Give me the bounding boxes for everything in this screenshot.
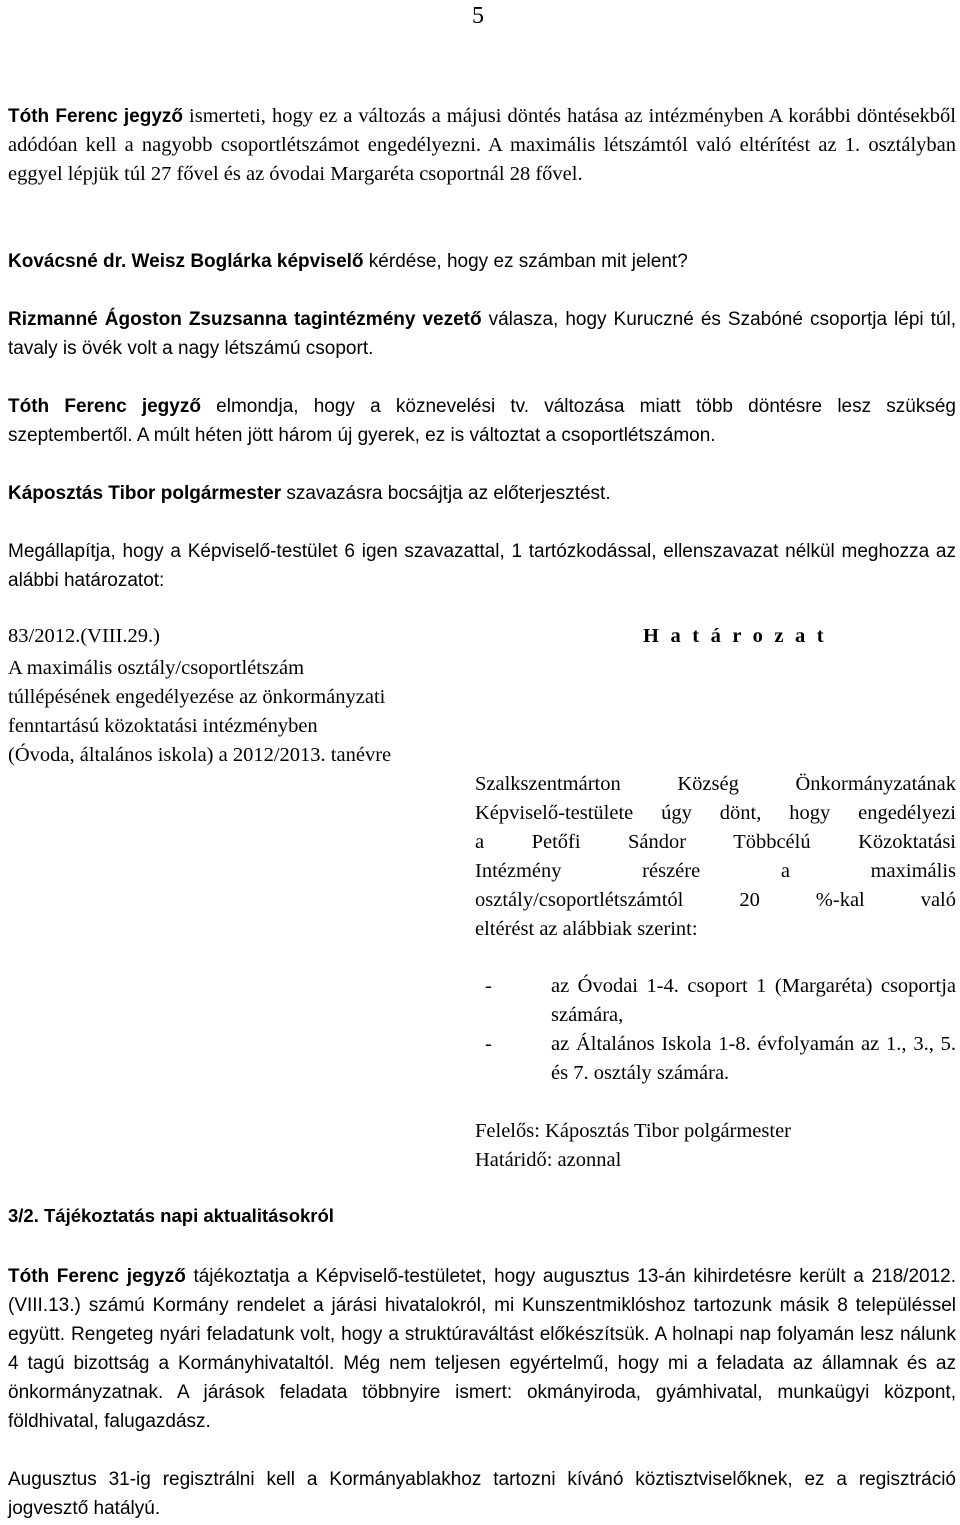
list-item-text: az Óvodai 1-4. csoport 1 (Margaréta) csoportja számára, [551, 975, 956, 1026]
list-dash: - [485, 1033, 492, 1055]
responsible-line: Felelős: Káposztás Tibor polgármester [475, 1120, 792, 1142]
paragraph-text: kérdése, hogy ez számban mit jelent? [363, 251, 688, 272]
speaker-name: Tóth Ferenc jegyző [8, 396, 201, 417]
page-number: 5 [472, 3, 484, 29]
body-line: Intézmény részére a maximális [475, 860, 956, 882]
subject-line: (Óvoda, általános iskola) a 2012/2013. tanévre [8, 744, 392, 766]
paragraph-registration: Augusztus 31-ig regisztrálni kell a Kormányablakhoz tartozni kívánó köztisztviselőknek, ez a regisztráció jogvesztő hatályú. [8, 1469, 956, 1519]
body-line: eltérést az alábbiak szerint: [475, 918, 698, 940]
speaker-name: Tóth Ferenc jegyző [8, 106, 183, 127]
resolution-number: 83/2012.(VIII.29.) [8, 625, 161, 647]
subject-line: A maximális osztály/csoportlétszám [8, 657, 305, 679]
speaker-name: Tóth Ferenc jegyző [8, 1266, 186, 1287]
paragraph-representative-question [8, 247, 956, 276]
speaker-name: Rizmanné Ágoston Zsuzsanna tagintézmény vezető [8, 309, 482, 330]
list-item [475, 1030, 956, 1088]
section-title: 3/2. Tájékoztatás napi aktualitásokról [8, 1205, 334, 1226]
body-line: a Petőfi Sándor Többcélú Közoktatási [475, 831, 956, 853]
paragraph-vote-result: Megállapítja, hogy a Képviselő-testület 6 igen szavazattal, 1 tartózkodással, ellenszavazat nélkül meghozza az alábbi határozatot: [8, 541, 956, 591]
paragraph-text: ismerteti, hogy ez a változás a májusi döntés hatása az intézményben A korábbi döntésekből adódóan kell a nagyobb csoportlétszámot engedélyezni. A maximális létszámtól való eltérítést az 1. osztályban eggyel lépjük túl 27 fővel és az óvodai Margaréta csoportnál 28 fővel. [8, 105, 956, 185]
body-line: osztály/csoportlétszámtól 20 %-kal való [475, 889, 956, 911]
paragraph-district-offices [8, 1262, 956, 1436]
list-dash: - [485, 975, 492, 997]
paragraph-mayor-vote [8, 479, 956, 508]
paragraph-text: tájékoztatja a Képviselő-testületet, hogy augusztus 13-án kihirdetésre került a 218/2012. (VIII.13.) számú Kormány rendelet a járási hivatalokról, mi Kunszentmiklóshoz tartozunk másik 8 településsel együtt. Rengeteg nyári feladatunk volt, hogy a struktúraváltást előkészítsük. A holnapi nap folyamán lesz nálunk 4 tagú bizottság a Kormányhivataltól. Még nem teljesen egyértelmű, hogy mi a feladata az államnak és az önkormányzatnak. A járások feladata többnyire ismert: okmányiroda, gyámhivatal, munkaügyi központ, földhivatal, falugazdász. [8, 1266, 956, 1432]
paragraph-text: elmondja, hogy a köznevelési tv. változása miatt több döntésre lesz szükség szeptembertől. A múlt héten jött három új gyerek, ez is változtat a csoportlétszámon. [8, 396, 956, 446]
paragraph-notary-explains [8, 102, 956, 189]
subject-line: túllépésének engedélyezése az önkormányzati [8, 686, 386, 708]
paragraph-institution-head-answer [8, 305, 956, 363]
resolution-body [475, 770, 956, 944]
speaker-name: Káposztás Tibor polgármester [8, 483, 282, 504]
paragraph-notary-statement [8, 392, 956, 450]
subject-line: fenntartású közoktatási intézményben [8, 715, 318, 737]
body-line: Szalkszentmárton Község Önkormányzatának [475, 773, 956, 795]
deadline-line: Határidő: azonnal [475, 1149, 622, 1171]
paragraph-text: szavazásra bocsájtja az előterjesztést. [281, 483, 611, 504]
speaker-name: Kovácsné dr. Weisz Boglárka képviselő [8, 251, 364, 272]
list-item [475, 972, 956, 1030]
list-item-text: az Általános Iskola 1-8. évfolyamán az 1., 3., 5. és 7. osztály számára. [551, 1033, 956, 1084]
paragraph-text: válasza, hogy Kuruczné és Szabóné csoportja lépi túl, tavaly is övék volt a nagy létszámú csoport. [8, 309, 956, 359]
body-line: Képviselő-testülete úgy dönt, hogy engedélyezi [475, 802, 956, 824]
resolution-footer [475, 1117, 956, 1175]
resolution-subject [8, 654, 391, 770]
resolution-heading: H a t á r o z a t [643, 625, 827, 647]
